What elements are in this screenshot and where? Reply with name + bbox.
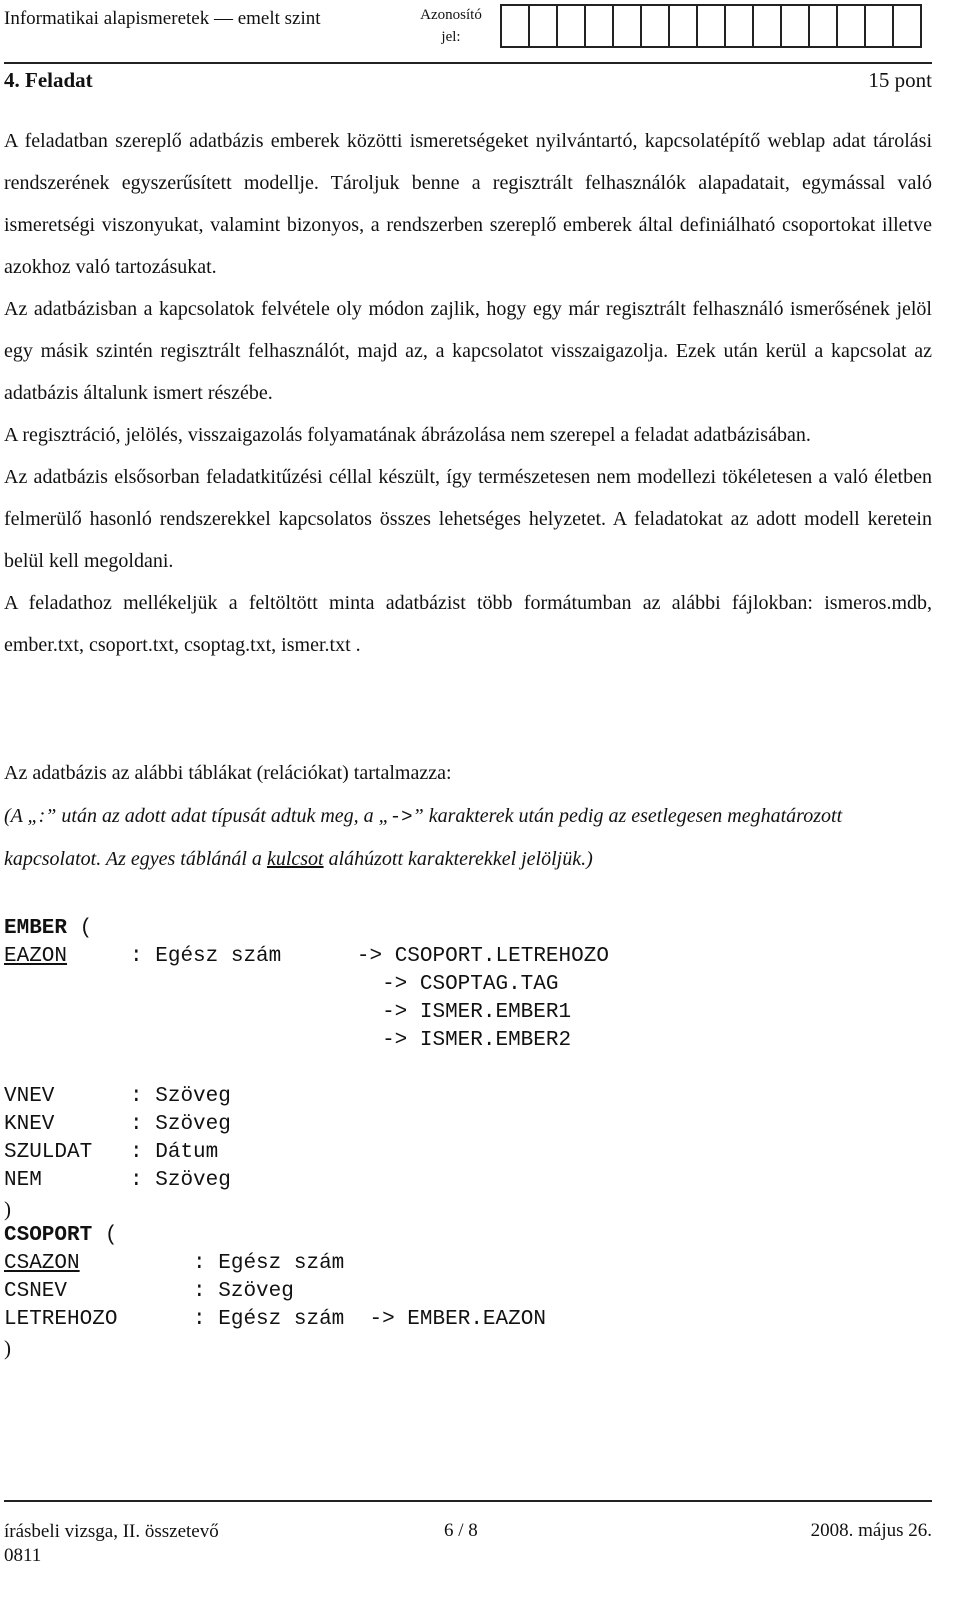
- id-box: [864, 4, 894, 48]
- id-box: [696, 4, 726, 48]
- id-box: [668, 4, 698, 48]
- id-box: [500, 4, 530, 48]
- field-type: : Egész szám: [193, 1252, 345, 1275]
- table-close: ): [4, 1197, 11, 1221]
- field-name: CSAZON: [4, 1252, 80, 1275]
- paragraph: Az adatbázisban a kapcsolatok felvétele oly módon zajlik, hogy egy már regisztrált felhasználó ismerősének jelöl egy másik szintén regisztrált felhasználót, majd az, a kapcsolatot visszaigazolja. Ezek után kerül a kapcsolat az adatbázis általunk ismert részébe.: [4, 298, 932, 404]
- field-name: VNEV: [4, 1085, 55, 1108]
- page-header: [4, 0, 932, 62]
- note-part: aláhúzott karakterekkel jelöljük.): [323, 848, 593, 870]
- footer-exam: [4, 1520, 219, 1568]
- field-name: KNEV: [4, 1113, 55, 1136]
- note-arrow: ->: [389, 806, 413, 828]
- paragraph: A regisztráció, jelölés, visszaigazolás folyamatának ábrázolása nem szerepel a feladat adatbázisában.: [4, 424, 811, 446]
- id-box: [584, 4, 614, 48]
- field-name: LETREHOZO: [4, 1308, 118, 1331]
- task-points: 15 pont: [868, 68, 932, 92]
- footer-rule: [4, 1500, 932, 1502]
- field-type: : Egész szám: [193, 1308, 345, 1331]
- id-box: [780, 4, 810, 48]
- field-type: : Szöveg: [130, 1169, 231, 1192]
- field-name: CSNEV: [4, 1280, 68, 1303]
- header-rule: [4, 62, 932, 64]
- paragraph: A feladatban szereplő adatbázis emberek közötti ismeretségeket nyilvántartó, kapcsolatépítő weblap adat tárolási rendszerének egyszerűsített modellje. Tároljuk benne a regisztrált felhasználók alapadatait, egymással való ismeretségi viszonyukat, valamint bizonyos, a rendszerben szereplő emberek által definiálható csoportokat illetve azokhoz való tartozásukat.: [4, 130, 932, 278]
- page-footer: [4, 1500, 932, 1566]
- field-type: : Egész szám: [130, 945, 282, 968]
- id-box: [892, 4, 922, 48]
- field-ref: -> ISMER.EMBER2: [382, 1029, 572, 1052]
- id-box: [808, 4, 838, 48]
- table-open: (: [92, 1224, 118, 1247]
- id-box: [612, 4, 642, 48]
- table-open: (: [67, 917, 93, 940]
- field-type: : Dátum: [130, 1141, 219, 1164]
- tables-note: [4, 795, 934, 880]
- field-name: NEM: [4, 1169, 42, 1192]
- field-ref: -> CSOPORT.LETREHOZO: [356, 945, 609, 968]
- note-part: (A „:” után az adott adat típusát adtuk meg, a „: [4, 805, 390, 827]
- footer-exam-label: írásbeli vizsga, II. összetevő: [4, 1521, 219, 1542]
- id-box: [556, 4, 586, 48]
- id-label: Azonosító jel:: [420, 7, 482, 45]
- table-name: CSOPORT: [4, 1224, 93, 1247]
- field-name: SZULDAT: [4, 1141, 93, 1164]
- id-box: [724, 4, 754, 48]
- footer-exam-code: 0811: [4, 1545, 42, 1566]
- table-close: ): [4, 1336, 11, 1360]
- task-title: 4. Feladat: [4, 68, 93, 92]
- paragraph: A feladathoz mellékeljük a feltöltött minta adatbázist több formátumban az alábbi fájlokban: ismeros.mdb, ember.txt, csoport.txt, csoptag.txt, ismer.txt .: [4, 592, 932, 656]
- table-ember: [4, 915, 609, 1226]
- field-ref: -> CSOPTAG.TAG: [382, 973, 559, 996]
- id-box: [640, 4, 670, 48]
- note-part: ” karakterek után pedig az esetlegesen meghatározott kapcsolatot. Az egyes táblánál a: [4, 805, 843, 870]
- footer-page-number: 6 / 8: [444, 1520, 478, 1541]
- field-ref: -> ISMER.EMBER1: [382, 1001, 572, 1024]
- id-box: [528, 4, 558, 48]
- tables-intro: Az adatbázis az alábbi táblákat (relációkat) tartalmazza:: [4, 762, 452, 784]
- table-name: EMBER: [4, 917, 68, 940]
- id-box: [836, 4, 866, 48]
- field-type: : Szöveg: [193, 1280, 294, 1303]
- field-type: : Szöveg: [130, 1085, 231, 1108]
- id-boxes: [500, 4, 920, 48]
- footer-date: 2008. május 26.: [810, 1520, 932, 1541]
- paragraph: Az adatbázis elsősorban feladatkitűzési céllal készült, így természetesen nem modellezi tökéletesen a való életben felmerülő hasonló rendszerekkel kapcsolatos összes lehetséges helyzetet. A feladatokat az adott modell keretein belül kell megoldani.: [4, 466, 932, 572]
- note-key-word: kulcsot: [266, 848, 324, 870]
- field-type: : Szöveg: [130, 1113, 231, 1136]
- intro-text: [4, 120, 932, 666]
- document-title: Informatikai alapismeretek — emelt szint: [4, 8, 321, 29]
- field-ref: -> EMBER.EAZON: [369, 1308, 546, 1331]
- id-box: [752, 4, 782, 48]
- table-csoport: [4, 1222, 546, 1365]
- field-name: EAZON: [4, 945, 68, 968]
